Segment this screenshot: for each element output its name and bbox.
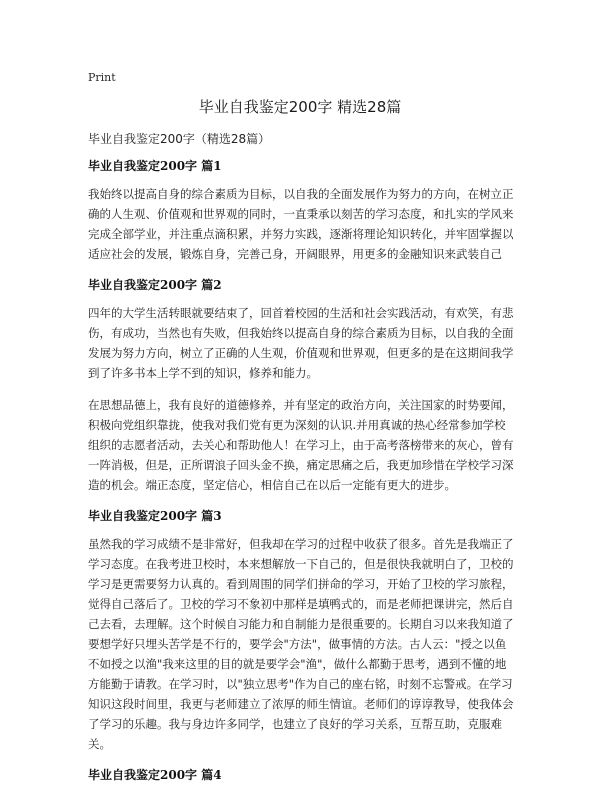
section-3 xyxy=(88,507,514,754)
section-heading: 毕业自我鉴定200字 篇2 xyxy=(88,278,222,292)
print-link[interactable]: Print xyxy=(88,71,116,84)
section-4 xyxy=(88,766,514,783)
section-heading: 毕业自我鉴定200字 篇4 xyxy=(88,768,222,782)
paragraph: 在思想品德上，我有良好的道德修养，并有坚定的政治方向，关注国家的时势要闻，积极向党组织靠拢，使我对我们党有更为深刻的认识.并用真诚的热心经常参加学校组织的志愿者活动，去关心和帮助他人！在学习上，由于高考落榜带来的灰心，曾有一阵消极，但是，正所谓浪子回头金不换，痛定思痛之后，我更加珍惜在学校学习深造的机会。端正态度，坚定信心，相信自己在以后一定能有更大的进步。 xyxy=(88,398,514,492)
section-heading: 毕业自我鉴定200字 篇3 xyxy=(88,509,222,523)
section-1 xyxy=(88,157,514,264)
section-2 xyxy=(88,276,514,495)
article-body xyxy=(88,157,514,793)
paragraph: 虽然我的学习成绩不是非常好，但我却在学习的过程中收获了很多。首先是我端正了学习态度。在我考进卫校时，本来想解放一下自己的，但是很快我就明白了，卫校的学习是更需要努力认真的。看到周围的同学们拼命的学习，开始了卫校的学习旅程，觉得自己落后了。卫校的学习不象初中那样是填鸭式的，而是老师把课讲完，然后自己去看，去理解。这个时候自习能力和自制能力是很重要的。长期自习以来我知道了要想学好只埋头苦学是不行的，要学会"方法"，做事情的方法。古人云："授之以鱼不如授之以渔"我来这里的目的就是要学会"渔"，做什么都勤于思考，遇到不懂的地方能勤于请教。在学习时，以"独立思考"作为自己的座右铭，时刻不忘警戒。在学习知识这段时间里，我更与老师建立了浓厚的师生情谊。老师们的谆谆教导，使我体会了学习的乐趣。我与身边许多同学，也建立了良好的学习关系，互帮互助，克服难关。 xyxy=(88,537,514,751)
paragraph: 我始终以提高自身的综合素质为目标，以自我的全面发展作为努力的方向，在树立正确的人生观、价值观和世界观的同时，一直秉承以刻苦的学习态度，和扎实的学风来完成全部学业，并注重点滴积累，并努力实践，逐渐将理论知识转化，并牢固掌握以适应社会的发展，锻炼自身，完善己身，开阔眼界，用更多的金融知识来武装自己 xyxy=(88,187,514,261)
page-title: 毕业自我鉴定200字 精选28篇 xyxy=(198,98,402,116)
section-heading: 毕业自我鉴定200字 篇1 xyxy=(88,159,222,173)
paragraph: 四年的大学生活转眼就要结束了，回首着校园的生活和社会实践活动，有欢笑，有悲伤，有成功，当然也有失败，但我始终以提高自身的综合素质为目标，以自我的全面发展为努力方向，树立了正确的人生观，价值观和世界观，但更多的是在这期间我学到了许多书本上学不到的知识，修养和能力。 xyxy=(88,306,514,380)
page-subtitle: 毕业自我鉴定200字（精选28篇） xyxy=(88,132,271,146)
